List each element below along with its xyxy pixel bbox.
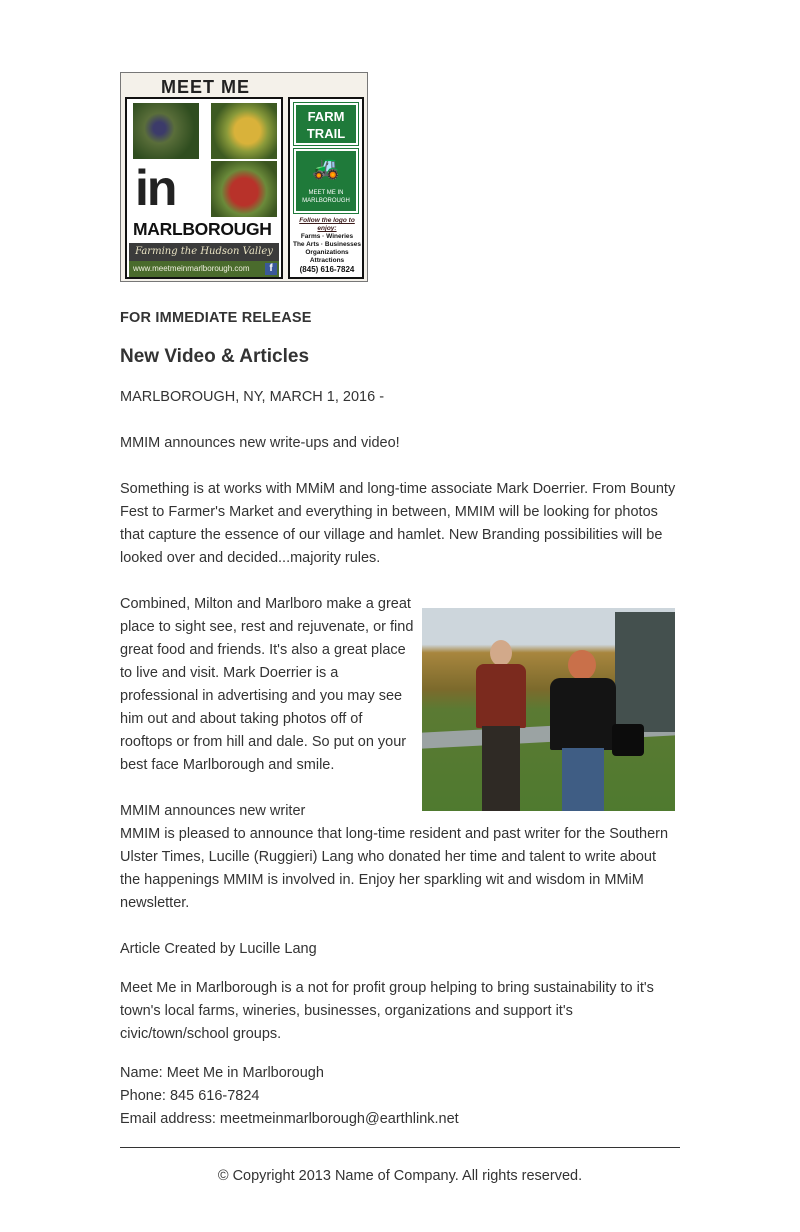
logo-in: in — [135, 160, 176, 216]
contact-name: Name: Meet Me in Marlborough — [120, 1065, 324, 1081]
contact-phone: Phone: 845 616-7824 — [120, 1088, 260, 1104]
logo-phone: (845) 616-7824 — [299, 265, 355, 274]
grapes-image — [133, 103, 199, 159]
release-label: FOR IMMEDIATE RELEASE — [120, 310, 312, 326]
logo-marlborough: MARLBOROUGH — [133, 219, 272, 239]
facebook-icon: f — [265, 263, 277, 275]
press-release — [120, 72, 680, 1184]
writer-paragraph: MMIM is pleased to announce that long-time resident and past writer for the Southern Ulster Times, Lucille (Ruggieri) Lang who donated her time and talent to write about the happenings MMIM is involved in. Enjoy her sparkling wit and wisdom in MMiM newsletter. — [120, 826, 669, 911]
follow-item: Attractions — [309, 257, 345, 264]
follow-item: Farms · Wineries — [300, 233, 354, 240]
about-paragraph: Meet Me in Marlborough is a not for profit group helping to bring sustainability to it's town's local farms, wineries, businesses, organizations and support it's civic/town/school groups. — [120, 980, 654, 1042]
follow-item: The Arts · Businesses — [292, 241, 362, 248]
red-apple-image — [211, 161, 277, 217]
page-title: New Video & Articles — [120, 346, 310, 367]
follow-heading: Follow the logo to enjoy: — [299, 217, 355, 232]
apple-image — [211, 103, 277, 159]
contact-email: Email address: meetmeinmarlborough@earthlink.net — [120, 1111, 459, 1127]
farm-trail-marker — [294, 149, 358, 213]
logo-website: www.meetmeinmarlborough.com — [129, 261, 279, 277]
writer-heading: MMIM announces new writer — [120, 803, 306, 819]
logo-left-panel — [125, 97, 283, 279]
meet-me-in-marlborough-logo — [120, 72, 368, 282]
logo-follow-list — [292, 217, 362, 265]
paragraph-doerrier: Something is at works with MMiM and long-time associate Mark Doerrier. From Bounty Fest to Farmer's Market and everything in between, MMIM will be looking for photos that capture the essence of our village and hamlet. New Branding possibilities will be looked over and decided...majority rules. — [120, 481, 676, 566]
announcement: MMIM announces new write-ups and video! — [120, 435, 400, 451]
logo-right-panel — [288, 97, 364, 279]
article-credit: Article Created by Lucille Lang — [120, 941, 317, 957]
marker-text: MEET ME IN MARLBOROUGH — [302, 190, 350, 204]
logo-meet-me: MEET ME — [161, 77, 251, 97]
follow-item: Organizations — [305, 249, 349, 256]
copyright: © Copyright 2013 Name of Company. All rights reserved. — [217, 1168, 583, 1184]
tractor-apple-icon: 🚜 — [312, 155, 340, 180]
logo-farming-tagline: Farming the Hudson Valley — [129, 243, 279, 261]
paragraph-combined-text: Combined, Milton and Marlboro make a great place to sight see, rest and rejuvenate, or find great food and friends. It's also a great place to live and visit. Mark Doerrier is a professional in advertising and you may see him out and about taking photos off of rooftops or from hill and dale. So put on your best face Marlborough and smile. — [120, 596, 414, 773]
divider — [120, 1147, 680, 1148]
paragraph-combined — [120, 593, 680, 777]
people-photo — [422, 608, 675, 811]
dateline: MARLBOROUGH, NY, MARCH 1, 2016 - — [120, 389, 385, 405]
farm-trail-sign: FARM TRAIL — [294, 103, 358, 145]
